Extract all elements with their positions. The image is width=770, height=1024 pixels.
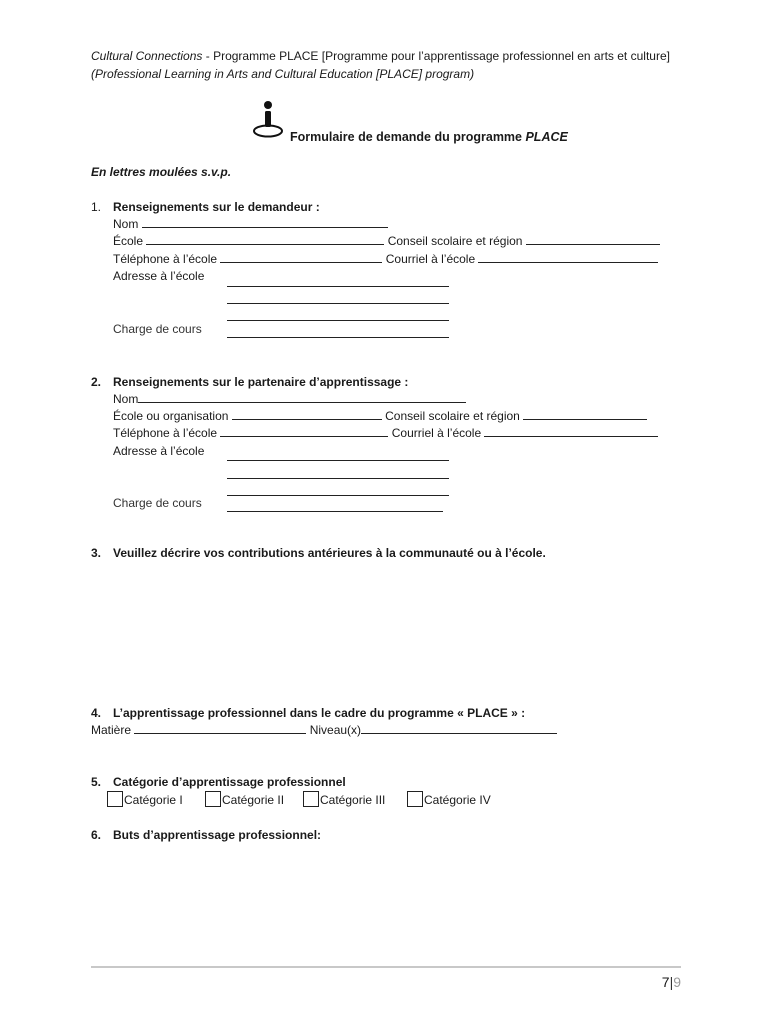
page-total: 9 [673,974,681,990]
section2-number: 2. [91,375,102,389]
category-label-2: Catégorie II [222,793,285,807]
checkbox-icon[interactable] [107,791,123,807]
partner-name-label: Nom [113,392,139,406]
category-label-3: Catégorie III [320,793,386,807]
applicant-address-line-1[interactable] [227,286,449,287]
section5-heading: Catégorie d’apprentissage professionnel [113,775,346,789]
checkbox-icon[interactable] [303,791,319,807]
applicant-school-label: École [113,234,144,248]
partner-name-field[interactable] [138,391,466,403]
applicant-address-line-2[interactable] [227,303,449,304]
applicant-name-label: Nom [113,217,139,231]
applicant-address-label: Adresse à l’école [113,269,205,283]
section5-number: 5. [91,775,102,789]
partner-address-label: Adresse à l’école [113,444,205,458]
applicant-name-row [113,216,388,232]
section1-heading: Renseignements sur le demandeur : [113,200,320,214]
applicant-workload-field[interactable] [227,337,449,338]
section3-number: 3. [91,546,102,560]
subject-field[interactable] [134,722,306,734]
applicant-board-field[interactable] [526,233,660,245]
contributions-answer-area[interactable] [113,566,681,696]
applicant-email-label: Courriel à l’école [385,252,476,266]
document-header [91,47,691,83]
person-pin-icon [253,100,289,142]
subject-level-row [91,722,557,738]
page-separator: | [669,974,674,990]
page-current: 7 [661,974,670,990]
level-field[interactable] [361,722,557,734]
applicant-workload-label: Charge de cours [113,322,202,336]
partner-address-line-1[interactable] [227,460,449,461]
section4-heading: L’apprentissage professionnel dans le cadre du programme « PLACE » : [113,706,526,720]
level-label: Niveau(x) [309,723,362,737]
partner-board-label: Conseil scolaire et région [385,409,520,423]
section2-heading: Renseignements sur le partenaire d’apprentissage : [113,375,409,389]
checkbox-icon[interactable] [205,791,221,807]
partner-email-label: Courriel à l’école [391,426,482,440]
header-program-en: (Professional Learning in Arts and Cultural Education [PLACE] program) [91,67,475,81]
section6-heading: Buts d’apprentissage professionnel: [113,828,322,842]
partner-phone-field[interactable] [220,425,388,437]
form-title-text: Formulaire de demande du programme [290,130,526,144]
applicant-name-field[interactable] [142,216,388,228]
partner-phone-row [113,425,658,441]
category-label-1: Catégorie I [124,793,183,807]
section4-number: 4. [91,706,102,720]
checkbox-icon[interactable] [407,791,423,807]
form-title [290,129,568,145]
category-checkbox-2[interactable] [205,791,284,808]
section1-number: 1. [91,200,102,214]
partner-school-row [113,408,647,424]
partner-school-field[interactable] [232,408,382,420]
applicant-school-field[interactable] [146,233,384,245]
applicant-board-label: Conseil scolaire et région [387,234,523,248]
partner-school-label: École ou organisation [113,409,229,423]
section6-number: 6. [91,828,102,842]
learning-goals-answer-area[interactable] [113,848,681,958]
subject-label: Matière [91,723,132,737]
page-number [662,973,681,991]
applicant-email-field[interactable] [478,251,658,263]
applicant-phone-row [113,251,658,267]
partner-address-line-2[interactable] [227,478,449,479]
category-label-4: Catégorie IV [424,793,491,807]
partner-workload-field[interactable] [227,511,443,512]
applicant-address-line-3[interactable] [227,320,449,321]
header-program-fr: - Programme PLACE [Programme pour l’apprentissage professionnel en arts et culture] [202,49,670,63]
section3-heading: Veuillez décrire vos contributions antérieures à la communauté ou à l’école. [113,546,546,560]
footer-rule [91,966,681,968]
print-instruction: En lettres moulées s.v.p. [91,165,232,179]
partner-phone-label: Téléphone à l’école [113,426,218,440]
header-brand: Cultural Connections [91,49,203,63]
partner-address-line-3[interactable] [227,495,449,496]
partner-workload-label: Charge de cours [113,496,202,510]
applicant-phone-label: Téléphone à l’école [113,252,218,266]
category-checkbox-4[interactable] [407,791,491,808]
form-title-emph: PLACE [525,130,568,144]
partner-board-field[interactable] [523,408,647,420]
category-checkbox-3[interactable] [303,791,385,808]
partner-email-field[interactable] [484,425,658,437]
partner-name-row [113,391,466,407]
category-checkbox-1[interactable] [107,791,183,808]
applicant-phone-field[interactable] [220,251,382,263]
applicant-school-row [113,233,660,249]
